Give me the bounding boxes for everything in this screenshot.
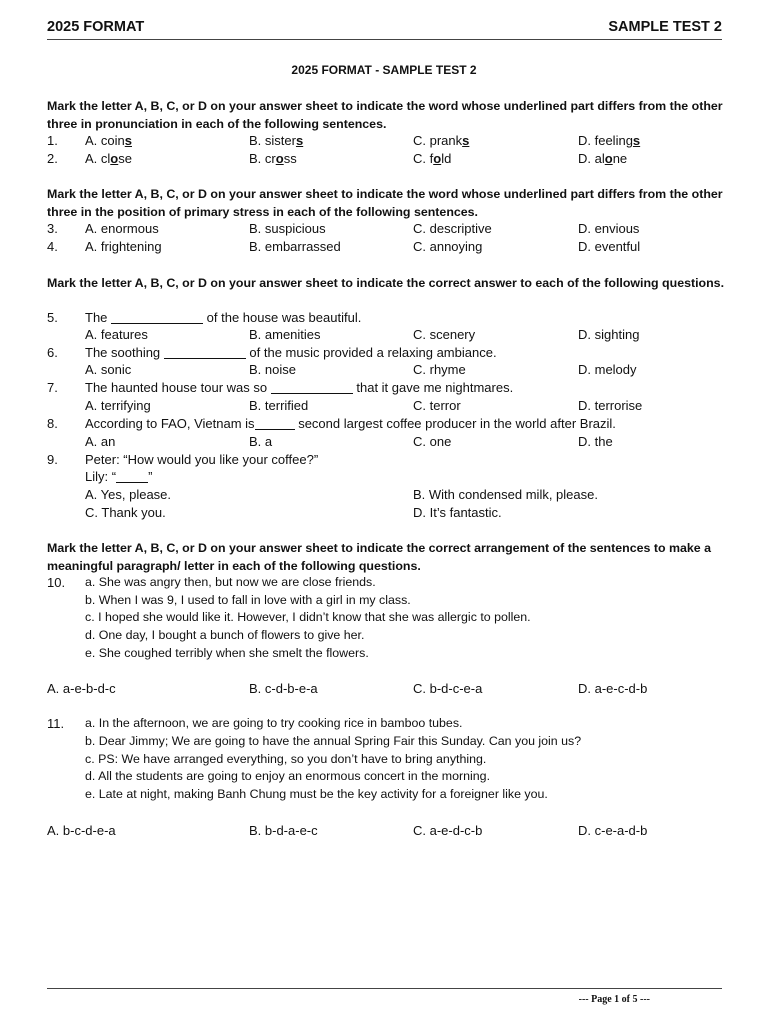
question-number: 8. (47, 416, 58, 431)
option-c: C. one (413, 434, 452, 449)
sentence: d. All the students are going to enjoy an enormous concert in the morning. (85, 769, 491, 783)
question-2 (0, 151, 768, 169)
option-c: C. descriptive (413, 221, 492, 236)
footer-divider (47, 988, 722, 989)
instruction-arrangement: Mark the letter A, B, C, or D on your answer sheet to indicate the correct arrangement of the sentences to make a meaningful paragraph/ letter in each of the following questions. (47, 541, 711, 573)
option-d: D. feelings (578, 133, 641, 148)
question-5-options (0, 327, 768, 345)
sentence: b. Dear Jimmy; We are going to have the annual Spring Fair this Sunday. Can you join us? (85, 734, 582, 748)
question-9-line2 (0, 469, 768, 487)
question-6-stem (0, 345, 768, 363)
question-11-line-d (0, 769, 768, 787)
question-number: 5. (47, 310, 58, 325)
question-6-options (0, 362, 768, 380)
option-b: B. terrified (249, 398, 309, 413)
question-10-line-b (0, 593, 768, 611)
option-d: D. It’s fantastic. (413, 505, 502, 520)
option-b: B. a (249, 434, 273, 449)
question-10-line-e (0, 646, 768, 664)
option-a: A. features (85, 327, 148, 342)
question-10-line-a (0, 575, 768, 593)
question-number: 3. (47, 221, 58, 236)
option-b: B. b-d-a-e-c (249, 823, 318, 838)
sentence: b. When I was 9, I used to fall in love with a girl in my class. (85, 593, 411, 607)
option-b: B. With condensed milk, please. (413, 487, 598, 502)
option-d: D. terrorise (578, 398, 643, 413)
option-b: B. sisters (249, 133, 304, 148)
question-number: 4. (47, 239, 58, 254)
question-10-options (0, 681, 768, 699)
answer-blank (164, 346, 246, 359)
question-11-line-c (0, 752, 768, 770)
page-title: 2025 FORMAT - SAMPLE TEST 2 (291, 63, 477, 77)
header-right: SAMPLE TEST 2 (608, 19, 722, 35)
option-c: C. fold (413, 151, 452, 166)
option-c: C. Thank you. (85, 505, 166, 520)
question-text: The of the house was beautiful. (85, 310, 362, 325)
question-number: 10. (47, 575, 66, 590)
question-text: Peter: “How would you like your coffee?” (85, 452, 319, 467)
option-c: C. pranks (413, 133, 470, 148)
question-text: Lily: “ ” (85, 469, 153, 484)
option-a: A. coins (85, 133, 132, 148)
option-c: C. b-d-c-e-a (413, 681, 483, 696)
option-d: D. melody (578, 362, 637, 377)
question-number: 7. (47, 380, 58, 395)
option-c: C. a-e-d-c-b (413, 823, 483, 838)
option-a: A. enormous (85, 221, 159, 236)
sentence: e. Late at night, making Banh Chung must be the key activity for a foreigner like you. (85, 787, 548, 801)
instruction-mcq: Mark the letter A, B, C, or D on your answer sheet to indicate the correct answer to each of the following questions. (47, 276, 725, 290)
question-7-options (0, 398, 768, 416)
question-5-stem (0, 310, 768, 328)
instruction-pronunciation: Mark the letter A, B, C, or D on your answer sheet to indicate the word whose underlined part differs from the other three in pronunciation in each of the following sentences. (47, 99, 723, 131)
question-9-options-row1 (0, 487, 768, 505)
answer-blank (255, 417, 295, 430)
option-a: A. close (85, 151, 132, 166)
answer-blank (271, 381, 353, 394)
option-b: B. noise (249, 362, 296, 377)
option-d: D. a-e-c-d-b (578, 681, 648, 696)
header-left: 2025 FORMAT (47, 19, 145, 35)
question-1 (0, 133, 768, 151)
option-d: D. eventful (578, 239, 641, 254)
sentence: a. In the afternoon, we are going to try cooking rice in bamboo tubes. (85, 716, 463, 730)
question-8-options (0, 434, 768, 452)
option-a: A. terrifying (85, 398, 151, 413)
option-a: A. b-c-d-e-a (47, 823, 116, 838)
option-d: D. c-e-a-d-b (578, 823, 648, 838)
option-b: B. cross (249, 151, 297, 166)
question-11-line-e (0, 787, 768, 805)
question-text: The soothing of the music provided a relaxing ambiance. (85, 345, 497, 360)
question-number: 2. (47, 151, 58, 166)
question-11-options (0, 823, 768, 841)
option-c: C. rhyme (413, 362, 466, 377)
option-c: C. scenery (413, 327, 476, 342)
option-d: D. envious (578, 221, 640, 236)
option-a: A. frightening (85, 239, 162, 254)
option-d: D. alone (578, 151, 628, 166)
question-9-options-row2 (0, 505, 768, 523)
question-10-line-c (0, 610, 768, 628)
option-c: C. terror (413, 398, 461, 413)
question-number: 11. (47, 716, 65, 731)
page-number: --- Page 1 of 5 --- (578, 994, 650, 1005)
question-4 (0, 239, 768, 257)
option-a: A. a-e-b-d-c (47, 681, 116, 696)
sentence: a. She was angry then, but now we are close friends. (85, 575, 376, 589)
option-b: B. embarrassed (249, 239, 341, 254)
instruction-stress: Mark the letter A, B, C, or D on your answer sheet to indicate the word whose underlined part differs from the other three in the position of primary stress in each of the following sentences. (47, 187, 723, 219)
question-3 (0, 221, 768, 239)
sentence: c. PS: We have arranged everything, so you don’t have to bring anything. (85, 752, 487, 766)
sentence: d. One day, I bought a bunch of flowers to give her. (85, 628, 365, 642)
option-c: C. annoying (413, 239, 483, 254)
option-b: B. c-d-b-e-a (249, 681, 318, 696)
option-d: D. the (578, 434, 613, 449)
page-header (47, 17, 722, 40)
option-a: A. sonic (85, 362, 132, 377)
question-11-line-a (0, 716, 768, 734)
sentence: c. I hoped she would like it. However, I didn’t know that she was allergic to pollen. (85, 610, 531, 624)
question-number: 6. (47, 345, 58, 360)
option-b: B. suspicious (249, 221, 326, 236)
question-text: The haunted house tour was so that it gave me nightmares. (85, 380, 514, 395)
answer-blank (111, 311, 203, 324)
option-a: A. Yes, please. (85, 487, 172, 502)
question-7-stem (0, 380, 768, 398)
question-9-line1 (0, 452, 768, 470)
question-10-line-d (0, 628, 768, 646)
question-text: According to FAO, Vietnam is second largest coffee producer in the world after Brazil. (85, 416, 616, 431)
option-d: D. sighting (578, 327, 640, 342)
option-a: A. an (85, 434, 116, 449)
question-number: 1. (47, 133, 58, 148)
option-b: B. amenities (249, 327, 321, 342)
answer-blank (116, 470, 148, 483)
question-8-stem (0, 416, 768, 434)
question-number: 9. (47, 452, 58, 467)
sentence: e. She coughed terribly when she smelt the flowers. (85, 646, 369, 660)
question-11-line-b (0, 734, 768, 752)
